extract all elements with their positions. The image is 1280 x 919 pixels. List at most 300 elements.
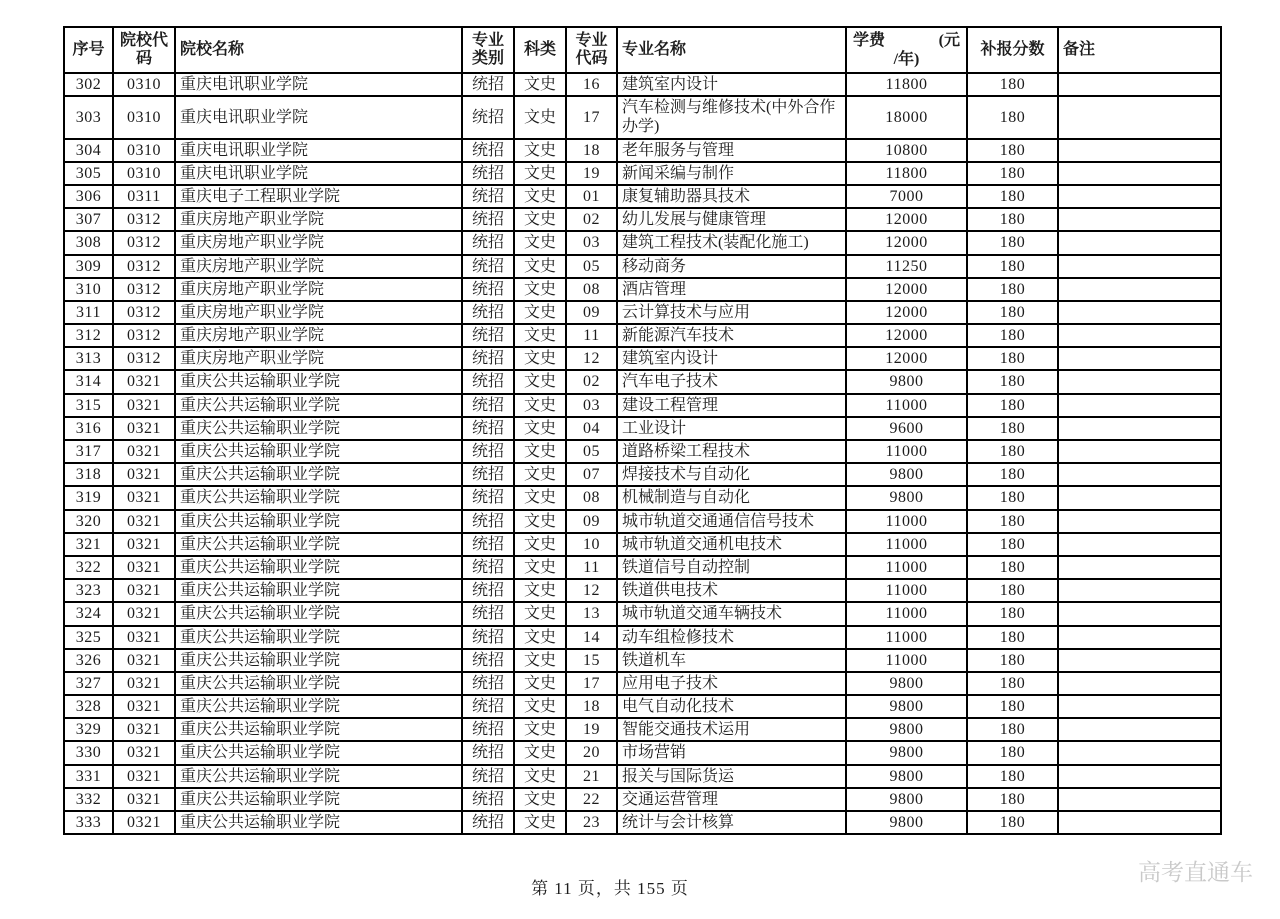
cell-school-code: 0321 — [113, 718, 175, 741]
cell-category: 统招 — [462, 394, 514, 417]
cell-school-code: 0321 — [113, 788, 175, 811]
cell-tuition: 11000 — [846, 556, 967, 579]
cell-school-name: 重庆公共运输职业学院 — [175, 486, 462, 509]
cell-score: 180 — [967, 579, 1058, 602]
cell-category: 统招 — [462, 672, 514, 695]
cell-remark — [1058, 602, 1221, 625]
cell-major-name: 市场营销 — [617, 741, 846, 764]
cell-seq: 328 — [64, 695, 113, 718]
cell-school-code: 0321 — [113, 672, 175, 695]
cell-major-code: 02 — [566, 370, 617, 393]
cell-subject: 文史 — [514, 811, 566, 834]
table-row — [64, 231, 1221, 254]
cell-school-name: 重庆公共运输职业学院 — [175, 695, 462, 718]
cell-tuition: 11000 — [846, 394, 967, 417]
table-row — [64, 324, 1221, 347]
cell-remark — [1058, 417, 1221, 440]
cell-subject: 文史 — [514, 96, 566, 138]
cell-major-code: 11 — [566, 324, 617, 347]
cell-score: 180 — [967, 486, 1058, 509]
cell-subject: 文史 — [514, 788, 566, 811]
cell-major-name: 城市轨道交通通信信号技术 — [617, 510, 846, 533]
table-row — [64, 162, 1221, 185]
cell-remark — [1058, 533, 1221, 556]
cell-category: 统招 — [462, 579, 514, 602]
table-row — [64, 139, 1221, 162]
cell-school-code: 0321 — [113, 765, 175, 788]
cell-tuition: 12000 — [846, 278, 967, 301]
cell-category: 统招 — [462, 626, 514, 649]
cell-seq: 313 — [64, 347, 113, 370]
cell-seq: 327 — [64, 672, 113, 695]
cell-tuition: 12000 — [846, 208, 967, 231]
cell-major-code: 11 — [566, 556, 617, 579]
cell-major-name: 建筑工程技术(装配化施工) — [617, 231, 846, 254]
cell-subject: 文史 — [514, 394, 566, 417]
cell-remark — [1058, 811, 1221, 834]
page-number: 第 11 页，共 155 页 — [531, 879, 689, 898]
cell-remark — [1058, 347, 1221, 370]
cell-school-code: 0312 — [113, 301, 175, 324]
cell-seq: 322 — [64, 556, 113, 579]
col-header-school-code — [113, 27, 175, 73]
cell-school-code: 0310 — [113, 96, 175, 138]
cell-remark — [1058, 695, 1221, 718]
cell-tuition: 11000 — [846, 440, 967, 463]
cell-subject: 文史 — [514, 162, 566, 185]
cell-category: 统招 — [462, 741, 514, 764]
cell-category: 统招 — [462, 301, 514, 324]
cell-school-code: 0321 — [113, 626, 175, 649]
cell-school-code: 0321 — [113, 440, 175, 463]
cell-school-name: 重庆房地产职业学院 — [175, 347, 462, 370]
cell-score: 180 — [967, 394, 1058, 417]
cell-subject: 文史 — [514, 324, 566, 347]
admissions-table — [63, 26, 1222, 835]
cell-major-code: 17 — [566, 672, 617, 695]
cell-category: 统招 — [462, 811, 514, 834]
cell-score: 180 — [967, 556, 1058, 579]
cell-category: 统招 — [462, 440, 514, 463]
cell-remark — [1058, 301, 1221, 324]
cell-seq: 317 — [64, 440, 113, 463]
cell-tuition: 11000 — [846, 649, 967, 672]
col-header-category — [462, 27, 514, 73]
cell-remark — [1058, 96, 1221, 138]
cell-major-code: 01 — [566, 185, 617, 208]
cell-tuition: 9800 — [846, 765, 967, 788]
cell-tuition: 12000 — [846, 301, 967, 324]
cell-subject: 文史 — [514, 533, 566, 556]
cell-score: 180 — [967, 602, 1058, 625]
cell-school-code: 0321 — [113, 394, 175, 417]
cell-major-name: 城市轨道交通机电技术 — [617, 533, 846, 556]
cell-remark — [1058, 231, 1221, 254]
cell-seq: 318 — [64, 463, 113, 486]
cell-subject: 文史 — [514, 765, 566, 788]
cell-tuition: 9800 — [846, 788, 967, 811]
cell-tuition: 9800 — [846, 718, 967, 741]
cell-category: 统招 — [462, 463, 514, 486]
cell-major-code: 12 — [566, 579, 617, 602]
cell-school-name: 重庆公共运输职业学院 — [175, 788, 462, 811]
cell-remark — [1058, 73, 1221, 96]
cell-score: 180 — [967, 672, 1058, 695]
cell-subject: 文史 — [514, 139, 566, 162]
table-row — [64, 741, 1221, 764]
cell-school-code: 0321 — [113, 417, 175, 440]
cell-category: 统招 — [462, 417, 514, 440]
cell-major-name: 酒店管理 — [617, 278, 846, 301]
cell-major-name: 动车组检修技术 — [617, 626, 846, 649]
cell-major-code: 15 — [566, 649, 617, 672]
cell-school-code: 0312 — [113, 231, 175, 254]
cell-school-name: 重庆公共运输职业学院 — [175, 672, 462, 695]
cell-school-name: 重庆公共运输职业学院 — [175, 510, 462, 533]
cell-seq: 303 — [64, 96, 113, 138]
cell-major-name: 移动商务 — [617, 255, 846, 278]
table-row — [64, 765, 1221, 788]
cell-tuition: 11000 — [846, 510, 967, 533]
col-header-major-code-line1: 专业 — [575, 31, 608, 49]
cell-score: 180 — [967, 185, 1058, 208]
cell-subject: 文史 — [514, 741, 566, 764]
cell-category: 统招 — [462, 695, 514, 718]
cell-school-code: 0321 — [113, 510, 175, 533]
cell-remark — [1058, 672, 1221, 695]
cell-seq: 316 — [64, 417, 113, 440]
cell-score: 180 — [967, 162, 1058, 185]
cell-category: 统招 — [462, 278, 514, 301]
cell-subject: 文史 — [514, 301, 566, 324]
cell-seq: 323 — [64, 579, 113, 602]
table-row — [64, 73, 1221, 96]
cell-major-name: 城市轨道交通车辆技术 — [617, 602, 846, 625]
cell-subject: 文史 — [514, 672, 566, 695]
col-header-category-line1: 专业 — [471, 31, 504, 49]
cell-subject: 文史 — [514, 556, 566, 579]
cell-school-name: 重庆公共运输职业学院 — [175, 440, 462, 463]
cell-seq: 302 — [64, 73, 113, 96]
cell-remark — [1058, 765, 1221, 788]
cell-subject: 文史 — [514, 579, 566, 602]
cell-score: 180 — [967, 278, 1058, 301]
cell-score: 180 — [967, 440, 1058, 463]
col-header-score: 补报分数 — [967, 27, 1058, 73]
cell-tuition: 11800 — [846, 162, 967, 185]
cell-major-name: 新能源汽车技术 — [617, 324, 846, 347]
cell-tuition: 11000 — [846, 626, 967, 649]
cell-school-name: 重庆公共运输职业学院 — [175, 533, 462, 556]
cell-school-name: 重庆公共运输职业学院 — [175, 463, 462, 486]
cell-category: 统招 — [462, 139, 514, 162]
cell-school-name: 重庆公共运输职业学院 — [175, 765, 462, 788]
cell-seq: 307 — [64, 208, 113, 231]
cell-major-code: 21 — [566, 765, 617, 788]
cell-school-name: 重庆公共运输职业学院 — [175, 394, 462, 417]
cell-subject: 文史 — [514, 649, 566, 672]
cell-remark — [1058, 208, 1221, 231]
cell-category: 统招 — [462, 208, 514, 231]
cell-school-name: 重庆房地产职业学院 — [175, 278, 462, 301]
table-row — [64, 556, 1221, 579]
table-row — [64, 811, 1221, 834]
cell-category: 统招 — [462, 486, 514, 509]
table-row — [64, 486, 1221, 509]
cell-score: 180 — [967, 417, 1058, 440]
cell-remark — [1058, 440, 1221, 463]
cell-remark — [1058, 649, 1221, 672]
col-header-major-code-line2: 代码 — [575, 50, 608, 67]
cell-score: 180 — [967, 741, 1058, 764]
cell-tuition: 12000 — [846, 231, 967, 254]
cell-seq: 330 — [64, 741, 113, 764]
table-row — [64, 255, 1221, 278]
cell-remark — [1058, 162, 1221, 185]
cell-category: 统招 — [462, 73, 514, 96]
cell-major-code: 19 — [566, 718, 617, 741]
cell-seq: 331 — [64, 765, 113, 788]
cell-subject: 文史 — [514, 463, 566, 486]
cell-school-name: 重庆公共运输职业学院 — [175, 649, 462, 672]
cell-score: 180 — [967, 324, 1058, 347]
cell-score: 180 — [967, 139, 1058, 162]
cell-major-code: 03 — [566, 394, 617, 417]
cell-category: 统招 — [462, 370, 514, 393]
cell-school-code: 0310 — [113, 139, 175, 162]
cell-major-name: 道路桥梁工程技术 — [617, 440, 846, 463]
cell-seq: 329 — [64, 718, 113, 741]
cell-seq: 333 — [64, 811, 113, 834]
cell-score: 180 — [967, 788, 1058, 811]
cell-tuition: 11800 — [846, 73, 967, 96]
cell-category: 统招 — [462, 602, 514, 625]
cell-seq: 310 — [64, 278, 113, 301]
cell-remark — [1058, 324, 1221, 347]
cell-school-name: 重庆公共运输职业学院 — [175, 579, 462, 602]
cell-major-name: 汽车电子技术 — [617, 370, 846, 393]
cell-subject: 文史 — [514, 486, 566, 509]
cell-category: 统招 — [462, 162, 514, 185]
cell-tuition: 11250 — [846, 255, 967, 278]
cell-major-name: 汽车检测与维修技术(中外合作办学) — [617, 96, 846, 138]
cell-school-code: 0312 — [113, 255, 175, 278]
cell-school-name: 重庆公共运输职业学院 — [175, 718, 462, 741]
cell-school-code: 0311 — [113, 185, 175, 208]
col-header-subject: 科类 — [514, 27, 566, 73]
cell-seq: 314 — [64, 370, 113, 393]
cell-school-name: 重庆房地产职业学院 — [175, 301, 462, 324]
cell-school-name: 重庆公共运输职业学院 — [175, 370, 462, 393]
cell-school-name: 重庆电讯职业学院 — [175, 73, 462, 96]
cell-tuition: 11000 — [846, 602, 967, 625]
cell-score: 180 — [967, 347, 1058, 370]
cell-remark — [1058, 139, 1221, 162]
cell-school-name: 重庆电子工程职业学院 — [175, 185, 462, 208]
table-row — [64, 602, 1221, 625]
cell-category: 统招 — [462, 185, 514, 208]
cell-subject: 文史 — [514, 73, 566, 96]
table-row — [64, 510, 1221, 533]
table-row — [64, 695, 1221, 718]
cell-tuition: 9800 — [846, 741, 967, 764]
cell-subject: 文史 — [514, 417, 566, 440]
cell-major-code: 04 — [566, 417, 617, 440]
cell-tuition: 9600 — [846, 417, 967, 440]
cell-remark — [1058, 718, 1221, 741]
cell-school-name: 重庆公共运输职业学院 — [175, 602, 462, 625]
cell-major-name: 建筑室内设计 — [617, 73, 846, 96]
cell-score: 180 — [967, 463, 1058, 486]
cell-major-code: 18 — [566, 139, 617, 162]
cell-school-code: 0321 — [113, 741, 175, 764]
cell-school-code: 0312 — [113, 347, 175, 370]
cell-major-name: 幼儿发展与健康管理 — [617, 208, 846, 231]
cell-tuition: 9800 — [846, 695, 967, 718]
table-row — [64, 347, 1221, 370]
cell-seq: 305 — [64, 162, 113, 185]
table-row — [64, 718, 1221, 741]
col-header-remark: 备注 — [1058, 27, 1221, 73]
cell-major-name: 新闻采编与制作 — [617, 162, 846, 185]
cell-score: 180 — [967, 626, 1058, 649]
cell-school-code: 0321 — [113, 556, 175, 579]
cell-major-code: 18 — [566, 695, 617, 718]
cell-category: 统招 — [462, 231, 514, 254]
cell-school-name: 重庆电讯职业学院 — [175, 162, 462, 185]
cell-major-code: 02 — [566, 208, 617, 231]
cell-subject: 文史 — [514, 718, 566, 741]
cell-school-name: 重庆公共运输职业学院 — [175, 556, 462, 579]
cell-major-code: 05 — [566, 440, 617, 463]
cell-score: 180 — [967, 370, 1058, 393]
cell-school-code: 0312 — [113, 278, 175, 301]
cell-school-name: 重庆房地产职业学院 — [175, 324, 462, 347]
cell-tuition: 9800 — [846, 370, 967, 393]
cell-category: 统招 — [462, 788, 514, 811]
cell-category: 统招 — [462, 765, 514, 788]
cell-seq: 324 — [64, 602, 113, 625]
cell-remark — [1058, 510, 1221, 533]
cell-school-code: 0312 — [113, 208, 175, 231]
cell-seq: 321 — [64, 533, 113, 556]
cell-subject: 文史 — [514, 185, 566, 208]
cell-score: 180 — [967, 231, 1058, 254]
table-row — [64, 579, 1221, 602]
cell-category: 统招 — [462, 533, 514, 556]
col-header-tuition — [846, 27, 967, 73]
cell-remark — [1058, 370, 1221, 393]
cell-category: 统招 — [462, 255, 514, 278]
cell-subject: 文史 — [514, 695, 566, 718]
table-header — [64, 27, 1221, 73]
cell-subject: 文史 — [514, 626, 566, 649]
cell-remark — [1058, 741, 1221, 764]
cell-seq: 332 — [64, 788, 113, 811]
col-header-major-code — [566, 27, 617, 73]
cell-major-name: 铁道机车 — [617, 649, 846, 672]
cell-major-name: 康复辅助器具技术 — [617, 185, 846, 208]
cell-school-code: 0321 — [113, 579, 175, 602]
cell-major-code: 08 — [566, 278, 617, 301]
cell-score: 180 — [967, 811, 1058, 834]
cell-major-code: 19 — [566, 162, 617, 185]
cell-school-code: 0321 — [113, 486, 175, 509]
cell-score: 180 — [967, 96, 1058, 138]
table-row — [64, 672, 1221, 695]
table-row — [64, 788, 1221, 811]
cell-subject: 文史 — [514, 231, 566, 254]
cell-seq: 306 — [64, 185, 113, 208]
cell-seq: 312 — [64, 324, 113, 347]
cell-school-code: 0310 — [113, 162, 175, 185]
table-body — [64, 73, 1221, 834]
cell-school-code: 0312 — [113, 324, 175, 347]
cell-tuition: 12000 — [846, 347, 967, 370]
col-header-major-name: 专业名称 — [617, 27, 846, 73]
col-header-seq: 序号 — [64, 27, 113, 73]
table-row — [64, 463, 1221, 486]
cell-school-code: 0321 — [113, 370, 175, 393]
cell-school-code: 0321 — [113, 533, 175, 556]
cell-school-code: 0321 — [113, 649, 175, 672]
cell-major-name: 老年服务与管理 — [617, 139, 846, 162]
cell-score: 180 — [967, 765, 1058, 788]
table-row — [64, 394, 1221, 417]
cell-major-name: 云计算技术与应用 — [617, 301, 846, 324]
table-row — [64, 208, 1221, 231]
cell-remark — [1058, 626, 1221, 649]
cell-seq: 326 — [64, 649, 113, 672]
cell-remark — [1058, 486, 1221, 509]
cell-major-name: 应用电子技术 — [617, 672, 846, 695]
cell-major-code: 14 — [566, 626, 617, 649]
header-row — [64, 27, 1221, 73]
cell-category: 统招 — [462, 556, 514, 579]
table-row — [64, 626, 1221, 649]
table-row — [64, 649, 1221, 672]
cell-subject: 文史 — [514, 370, 566, 393]
cell-school-name: 重庆公共运输职业学院 — [175, 811, 462, 834]
table-row — [64, 440, 1221, 463]
cell-tuition: 9800 — [846, 486, 967, 509]
cell-major-name: 铁道信号自动控制 — [617, 556, 846, 579]
cell-major-code: 13 — [566, 602, 617, 625]
col-header-tuition-line1 — [851, 31, 962, 50]
cell-score: 180 — [967, 255, 1058, 278]
cell-category: 统招 — [462, 347, 514, 370]
cell-major-name: 统计与会计核算 — [617, 811, 846, 834]
cell-remark — [1058, 278, 1221, 301]
cell-major-name: 交通运营管理 — [617, 788, 846, 811]
cell-school-code: 0321 — [113, 463, 175, 486]
cell-major-name: 铁道供电技术 — [617, 579, 846, 602]
cell-seq: 319 — [64, 486, 113, 509]
cell-subject: 文史 — [514, 602, 566, 625]
cell-major-code: 09 — [566, 510, 617, 533]
watermark: 高考直通车 — [1138, 860, 1253, 885]
cell-major-code: 07 — [566, 463, 617, 486]
cell-subject: 文史 — [514, 510, 566, 533]
cell-seq: 311 — [64, 301, 113, 324]
cell-seq: 304 — [64, 139, 113, 162]
cell-tuition: 9800 — [846, 811, 967, 834]
cell-major-code: 22 — [566, 788, 617, 811]
cell-major-name: 智能交通技术运用 — [617, 718, 846, 741]
cell-school-code: 0321 — [113, 695, 175, 718]
cell-school-name: 重庆电讯职业学院 — [175, 96, 462, 138]
cell-school-code: 0321 — [113, 602, 175, 625]
